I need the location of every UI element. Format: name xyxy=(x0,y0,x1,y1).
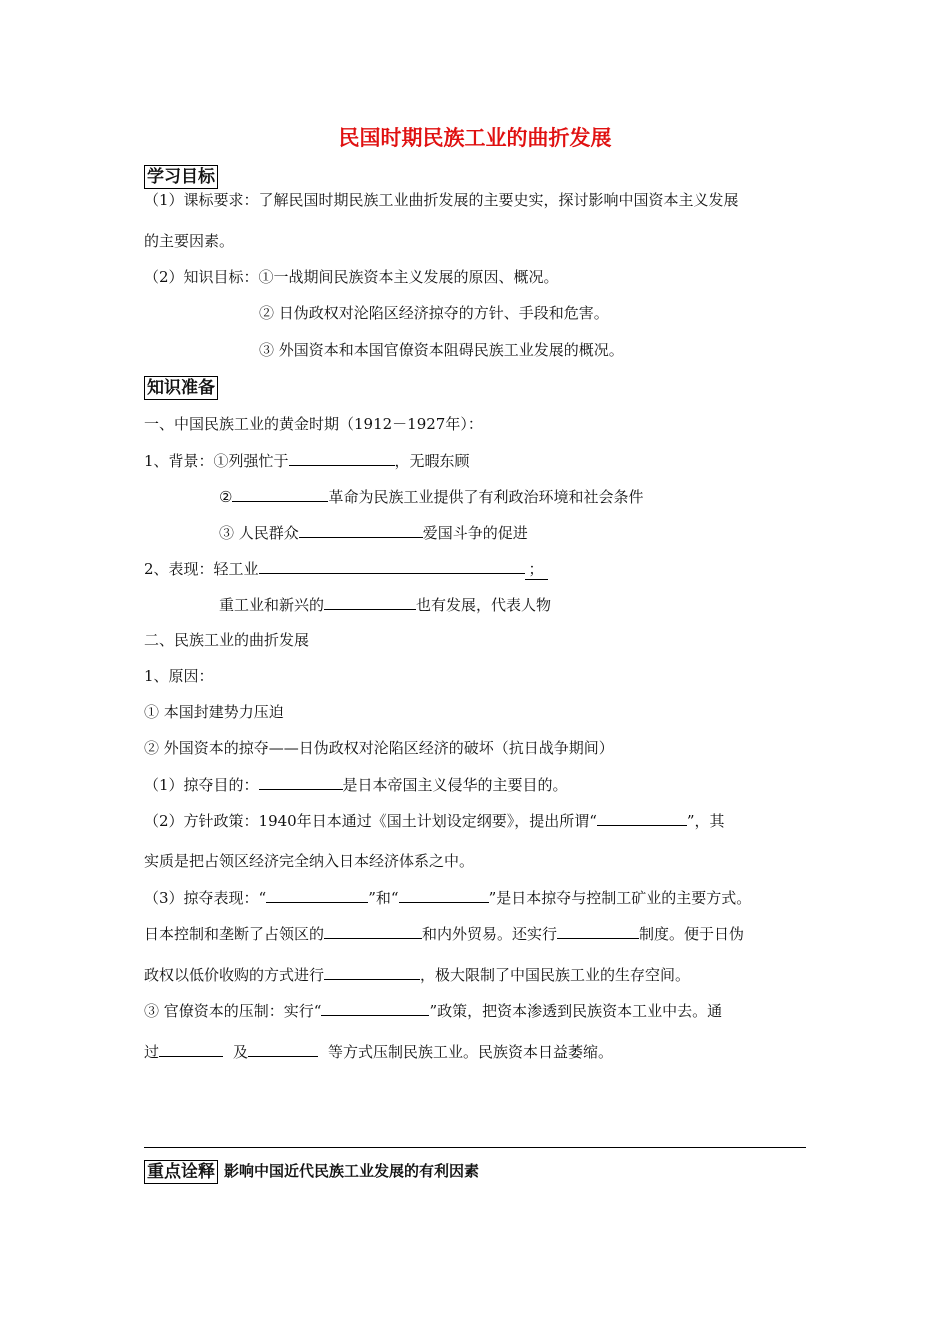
fill-blank[interactable] xyxy=(321,1000,429,1016)
prep-text: 爱国斗争的促进 xyxy=(422,524,528,542)
prep-text: ，无暇东顾 xyxy=(394,452,470,470)
prep-text: 日本控制和垄断了占领区的 xyxy=(144,925,325,943)
prep-text: ”和“ xyxy=(368,889,399,907)
fill-blank[interactable] xyxy=(399,887,489,903)
prep-text: ，极大限制了中国民族工业的生存空间。 xyxy=(420,966,691,984)
prep-line-1: 一、中国民族工业的黄金时期（1912－1927年）： xyxy=(144,415,483,433)
prep-text: ”是日本掠夺与控制工矿业的主要方式。 xyxy=(488,889,752,907)
prep-line-4 xyxy=(219,522,528,543)
prep-line-18 xyxy=(144,1041,613,1062)
prep-line-9: ① 本国封建势力压迫 xyxy=(144,703,284,721)
prep-line-6 xyxy=(219,594,551,615)
prep-text: 政权以低价收购的方式进行 xyxy=(144,966,325,984)
prep-text: ③ 官僚资本的压制：实行“ xyxy=(144,1002,322,1020)
prep-line-17 xyxy=(144,1000,722,1021)
fill-blank[interactable] xyxy=(324,594,416,610)
fill-blank[interactable] xyxy=(324,964,420,980)
prep-text: 制度。便于日伪 xyxy=(639,925,745,943)
prep-text: ”政策，把资本渗透到民族资本工业中去。通 xyxy=(429,1002,723,1020)
fill-blank[interactable] xyxy=(232,486,328,502)
prep-text: ③ 人民群众 xyxy=(219,524,299,542)
prep-text: ② xyxy=(219,488,233,506)
prep-text: （1）掠夺目的： xyxy=(144,776,259,794)
goals-line-3: （2）知识目标：①一战期间民族资本主义发展的原因、概况。 xyxy=(144,268,559,286)
section-label-goals: 学习目标 xyxy=(144,165,218,189)
prep-line-5 xyxy=(144,558,548,580)
goals-line-1: （1）课标要求：了解民国时期民族工业曲折发展的主要史实，探讨影响中国资本主义发展 xyxy=(144,191,739,209)
fill-blank[interactable] xyxy=(248,1041,318,1057)
key-heading-text: 影响中国近代民族工业发展的有利因素 xyxy=(224,1162,480,1180)
fill-blank[interactable] xyxy=(299,522,423,538)
prep-text: 革命为民族工业提供了有利政治环境和社会条件 xyxy=(328,488,644,506)
section-label-key: 重点诠释 xyxy=(144,1160,218,1184)
prep-text: （3）掠夺表现：“ xyxy=(144,889,267,907)
prep-line-16 xyxy=(144,964,690,985)
prep-line-2 xyxy=(144,450,470,471)
prep-text: 是日本帝国主义侵华的主要目的。 xyxy=(342,776,568,794)
prep-text: ”，其 xyxy=(686,812,725,830)
page-title: 民国时期民族工业的曲折发展 xyxy=(338,126,612,150)
section-label-prep: 知识准备 xyxy=(144,376,218,400)
prep-line-8: 1、原因： xyxy=(144,667,214,685)
fill-blank[interactable] xyxy=(266,887,368,903)
prep-text: 等方式压制民族工业。民族资本日益萎缩。 xyxy=(328,1043,614,1061)
prep-text: 和内外贸易。还实行 xyxy=(422,925,558,943)
fill-blank[interactable] xyxy=(259,774,343,790)
horizontal-divider xyxy=(144,1147,806,1148)
fill-blank[interactable] xyxy=(597,810,687,826)
prep-line-10: ② 外国资本的掠夺——日伪政权对沦陷区经济的破坏（抗日战争期间） xyxy=(144,739,614,757)
prep-line-13: 实质是把占领区经济完全纳入日本经济体系之中。 xyxy=(144,852,475,870)
prep-text: （2）方针政策：1940年日本通过《国土计划设定纲要》，提出所谓“ xyxy=(144,812,597,830)
prep-text: 重工业和新兴的 xyxy=(219,596,325,614)
prep-text: 也有发展，代表人物 xyxy=(416,596,552,614)
fill-blank[interactable] xyxy=(324,923,422,939)
prep-line-15 xyxy=(144,923,744,944)
fill-blank[interactable] xyxy=(557,923,639,939)
prep-line-11 xyxy=(144,774,568,795)
prep-line-7: 二、民族工业的曲折发展 xyxy=(144,631,310,649)
prep-line-14 xyxy=(144,887,751,908)
prep-line-3 xyxy=(219,486,643,507)
goals-line-5: ③ 外国资本和本国官僚资本阻碍民族工业发展的概况。 xyxy=(259,341,624,359)
prep-text: ； xyxy=(525,559,548,580)
goals-line-4: ② 日伪政权对沦陷区经济掠夺的方针、手段和危害。 xyxy=(259,304,609,322)
fill-blank[interactable] xyxy=(259,558,525,574)
fill-blank[interactable] xyxy=(159,1041,223,1057)
prep-text: 及 xyxy=(233,1043,249,1061)
prep-line-12 xyxy=(144,810,725,831)
fill-blank[interactable] xyxy=(289,450,395,466)
goals-line-2: 的主要因素。 xyxy=(144,232,235,250)
prep-text: 2、表现：轻工业 xyxy=(144,560,259,578)
prep-text: 1、背景：①列强忙于 xyxy=(144,452,289,470)
prep-text: 过 xyxy=(144,1043,160,1061)
